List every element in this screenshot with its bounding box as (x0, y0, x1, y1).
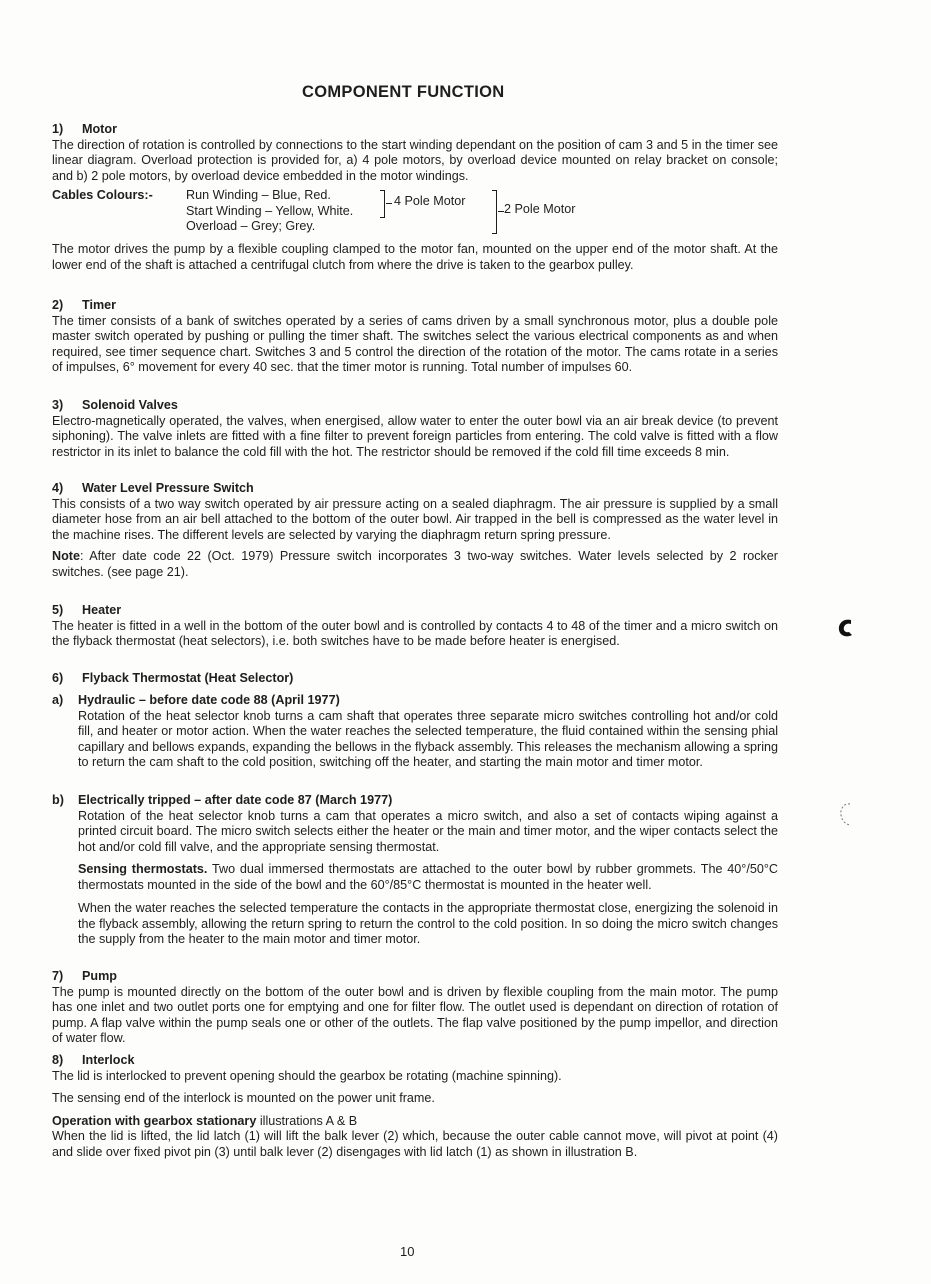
motor-drive (52, 242, 778, 273)
page-number: 10 (400, 1244, 415, 1259)
section-pump (52, 969, 778, 1047)
cable-start-winding: Start Winding – Yellow, White. (186, 203, 354, 218)
pressure-paragraph: This consists of a two way switch operated by air pressure acting on a sealed diaphragm. The air pressure is supplied by a small diameter hose from an air bell attached to the bottom of the outer bowl. Air trapped in the bell is compressed as the water level in the machine rises. The different levels are selected by varying the diaphragm return spring pressure. (52, 496, 778, 542)
cable-run-winding: Run Winding – Blue, Red. (186, 188, 331, 202)
solenoid-paragraph: Electro-magnetically operated, the valves, when energised, allow water to enter the outer bowl via an air break device (to prevent siphoning). The valve inlets are fitted with a fine filter to prevent foreign particles from entering. The cold valve is fitted with a flow restrictor in its inlet to balance the cold fill with the hot. The restrictor should be removed if the cold fill time exceeds 8 min. (52, 413, 778, 459)
section-heading: 5) Heater (52, 603, 122, 617)
section-heading: 7) Pump (52, 969, 117, 983)
water-reaches-paragraph: When the water reaches the selected temperature the contacts in the appropriate thermostat close, energizing the solenoid in the flyback assembly, allowing the return spring to return the control to the cold position. In so doing the micro switch changes the supply from the heater to the main motor and timer motor. (78, 901, 778, 946)
timer-paragraph: The timer consists of a bank of switches operated by a series of cams driven by a small synchronous motor, plus a double pole master switch operated by pushing or pulling the timer shaft. The switches select the various electrical components as and when required, see timer sequence chart. Switches 3 and 5 control the direction of the rotation of the motor. The cams rotate in a series of impulses, 6° movement for every 40 sec. that the timer motor is running. Total number of impulses 60. (52, 313, 778, 374)
section-solenoid-valves (52, 398, 778, 460)
cables-label: Cables Colours:- (52, 188, 153, 202)
section-timer (52, 298, 778, 376)
pump-paragraph: The pump is mounted directly on the bottom of the outer bowl and is driven by flexible coupling from the main motor. The pump has one inlet and two outlet ports one for emptying and one for filter flow. The outlet used is dependant on direction of rotation of pump. A flap valve within the pump seals one or other of the outlets. The flap valve positioned by the pump impellor, and direction of water flow. (52, 984, 778, 1045)
section-heading: 4) Water Level Pressure Switch (52, 481, 254, 495)
page-title: COMPONENT FUNCTION (302, 83, 505, 101)
interlock-paragraph-2: The sensing end of the interlock is mounted on the power unit frame. (52, 1091, 435, 1105)
subsection-hydraulic: a) Hydraulic – before date code 88 (April 1977) Rotation of the heat selector knob turns a cam shaft that operates three separate micro switches controlling hot and/or cold fill, and heater or motor action. When the water reaches the selected temperature, the fluid contained within the sensing phial capillary and bellows expands, expanding the bellows in the flyback assembly. This releases the mechanism allowing a spring to return the cam shaft to the cold position, switching off the heater, and starting the main motor and timer motor. (52, 693, 778, 769)
section-heading: 2) Timer (52, 298, 117, 312)
section-heading: 6) Flyback Thermostat (Heat Selector) (52, 671, 294, 685)
cable-list (186, 188, 353, 235)
subsection-electrically-tripped: b) Electrically tripped – after date code 87 (March 1977) Rotation of the heat selector knob turns a cam that operates a micro switch, and also a set of contacts wiping against a printed circuit board. The micro switch selects either the heater or the main and timer motor, and the wiper contacts select the hot and/or cold fill valve, and the appropriate sensing thermostat. Sensing thermostats. Two dual immersed thermostats are attached to the outer bowl by rubber grommets. The 40°/50°C thermostats mounted in the side of the bowl and the 60°/85°C thermostat is mounted in the heater well. When the water reaches the selected temperature the contacts in the appropriate thermostat close, energizing the solenoid in the flyback assembly, allowing the return spring to return the control to the cold position. In so doing the micro switch changes the supply from the heater to the main motor and timer motor. (52, 793, 778, 946)
bracket-4-pole-tick (386, 203, 392, 204)
heater-paragraph: The heater is fitted in a well in the bottom of the outer bowl and is controlled by contacts 4 to 48 of the timer and a micro switch on the flyback thermostat (heat selectors), i.e. both switches have to be made before heater is energised. (52, 618, 778, 648)
bracket-4-pole (380, 190, 385, 218)
operation-heading: Operation with gearbox stationary illustrations A & B (52, 1113, 358, 1128)
section-pressure-switch (52, 481, 778, 580)
four-pole-label: 4 Pole Motor (394, 194, 466, 208)
hole-punch-mark (838, 802, 854, 828)
section-flyback-thermostat (52, 671, 778, 687)
section-interlock (52, 1053, 778, 1160)
bracket-2-pole (492, 190, 497, 234)
interlock-paragraph-3: When the lid is lifted, the lid latch (1) will lift the balk lever (2) which, because the outer cable cannot move, will pivot at point (4) and slide over fixed pivot pin (3) until balk lever (2) disengages with lid latch (1) as shown in illustration B. (52, 1129, 778, 1159)
subsection-heading: Electrically tripped – after date code 87 (March 1977) (78, 793, 393, 807)
section-heading: 1) Motor (52, 122, 117, 136)
section-heater (52, 603, 778, 650)
cable-colours (52, 188, 778, 236)
sensing-thermostats-paragraph: Sensing thermostats. Two dual immersed thermostats are attached to the outer bowl by rubber grommets. The 40°/50°C thermostats mounted in the side of the bowl and the 60°/85°C thermostat is mounted in the heater well. (78, 862, 778, 892)
pressure-note: Note: After date code 22 (Oct. 1979) Pressure switch incorporates 3 two-way switches. Water levels selected by 2 rocker switches. (see page 21). (52, 549, 778, 579)
motor-paragraph-1: The direction of rotation is controlled by connections to the start winding dependant on the position of cam 3 and 5 in the timer see linear diagram. Overload protection is provided for, a) 4 pole motors, by overload device mounted on relay bracket on console; and b) 2 pole motors, by overload device embedded in the motor windings. (52, 137, 778, 183)
hole-punch-mark (836, 617, 856, 639)
section-motor (52, 122, 778, 184)
hydraulic-paragraph: Rotation of the heat selector knob turns a cam shaft that operates three separate micro switches controlling hot and/or cold fill, and heater or motor action. When the water reaches the selected temperature, the fluid contained within the sensing phial capillary and bellows expands, expanding the bellows in the flyback assembly. This releases the mechanism allowing a spring to return the cam shaft to the cold position, switching off the heater, and starting the main motor and timer motor. (78, 708, 778, 769)
section-heading: 3) Solenoid Valves (52, 398, 178, 412)
subsection-heading: Hydraulic – before date code 88 (April 1977) (78, 693, 340, 707)
cable-overload: Overload – Grey; Grey. (186, 219, 316, 233)
electrical-paragraph: Rotation of the heat selector knob turns a cam that operates a micro switch, and also a set of contacts wiping against a printed circuit board. The micro switch selects either the heater or the main and timer motor, and the wiper contacts select the hot and/or cold fill valve, and the appropriate sensing thermostat. (78, 808, 778, 854)
two-pole-label: 2 Pole Motor (504, 202, 576, 216)
section-heading: 8) Interlock (52, 1053, 135, 1067)
motor-paragraph-2: The motor drives the pump by a flexible coupling clamped to the motor fan, mounted on the upper end of the motor shaft. At the lower end of the shaft is attached a centrifugal clutch from where the drive is taken to the gearbox pulley. (52, 242, 778, 272)
interlock-paragraph-1: The lid is interlocked to prevent opening should the gearbox be rotating (machine spinning). (52, 1068, 562, 1083)
